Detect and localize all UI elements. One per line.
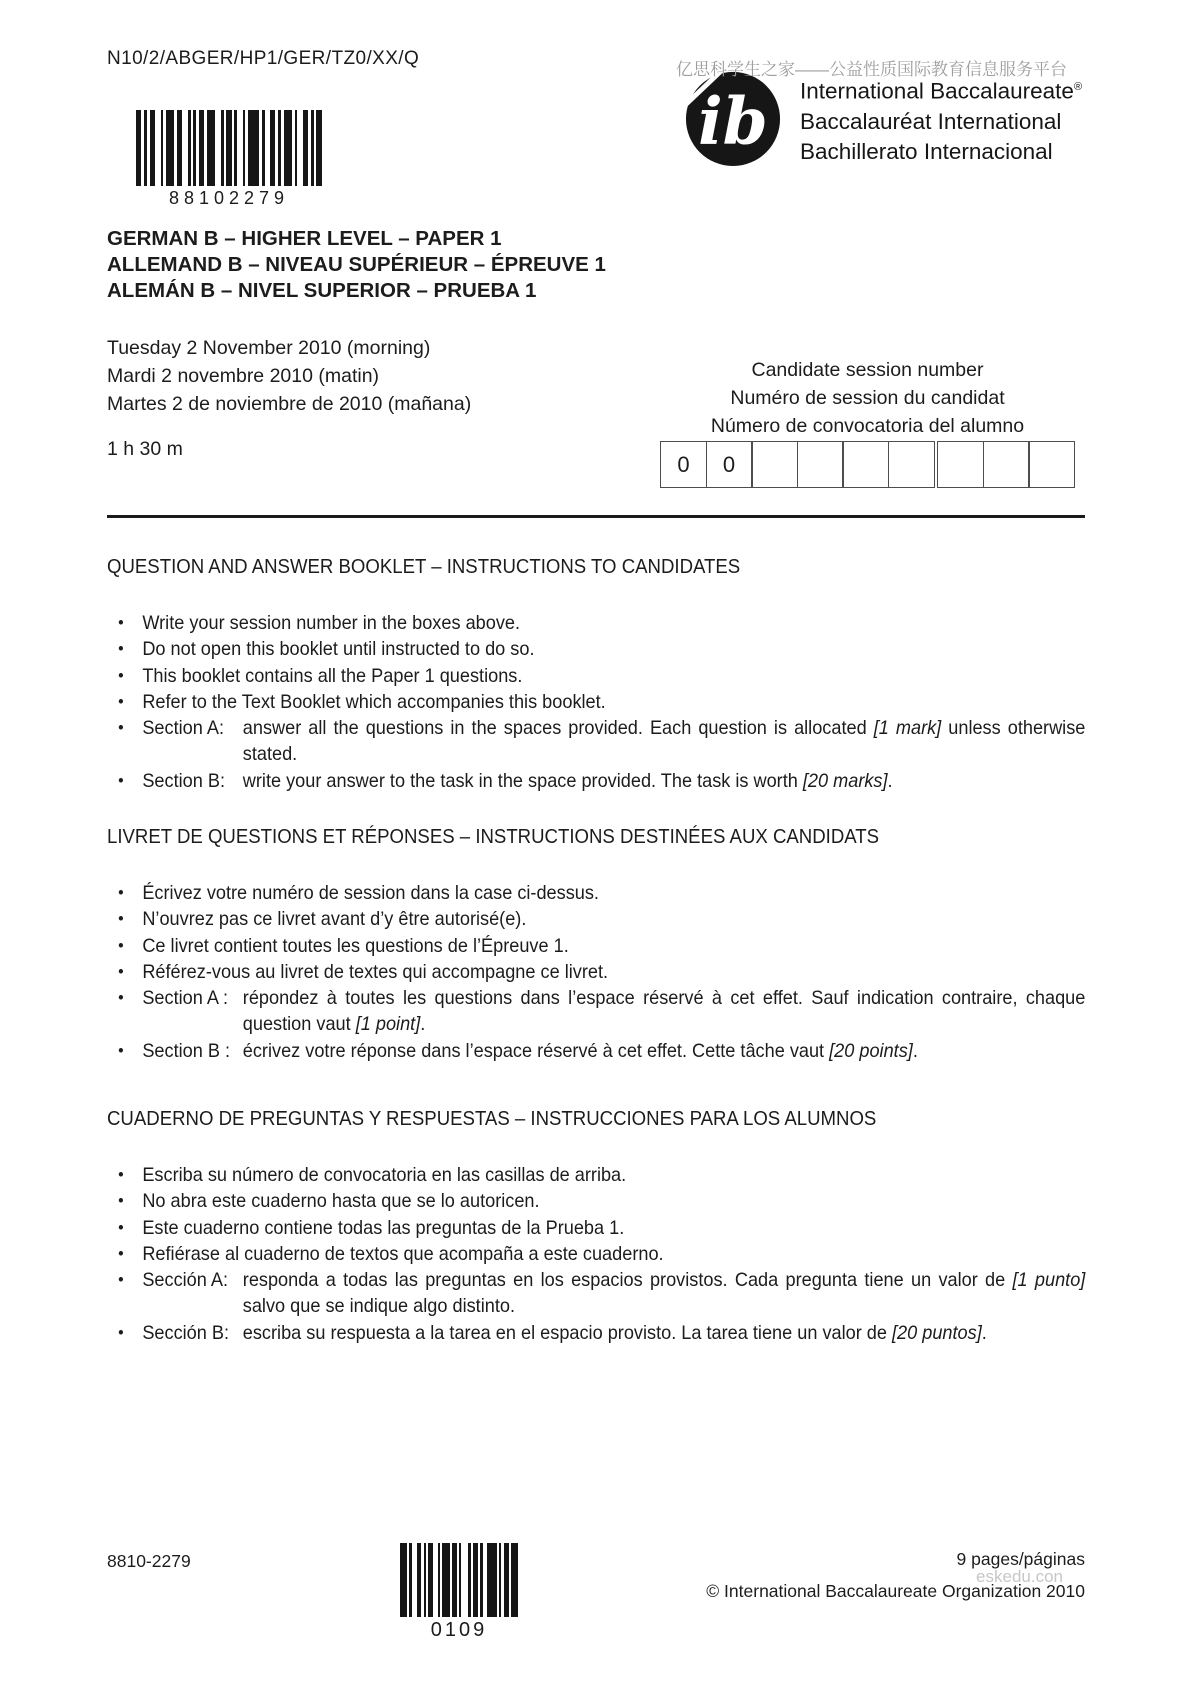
- instruction-item: [107, 985, 1085, 1038]
- instructions-heading: LIVRET DE QUESTIONS ET RÉPONSES – INSTRUCTIONS DESTINÉES AUX CANDIDATS: [107, 826, 880, 848]
- instruction-text: escriba su respuesta a la tarea en el espacio provisto. La tarea tiene un valor de [20 puntos].: [242, 1321, 987, 1344]
- session-digit-box: [751, 441, 798, 488]
- page-count: 9 pages/páginas: [956, 1549, 1085, 1569]
- instructions-english: [107, 556, 1085, 794]
- instruction-text: answer all the questions in the spaces provided. Each question is allocated [1 mark] unless otherwise stated.: [242, 717, 1086, 766]
- session-digit-box: [983, 441, 1030, 488]
- ib-name-line: International Baccalaureate®: [800, 78, 1083, 104]
- instruction-text: Do not open this booklet until instructed to do so.: [142, 638, 535, 661]
- candidate-session-labels: [660, 356, 1075, 440]
- instruction-item: [107, 715, 1085, 768]
- instruction-item: [107, 1038, 1085, 1064]
- session-label-line: Número de convocatoria del alumno: [710, 415, 1025, 437]
- section-label: Section A:: [142, 717, 225, 740]
- exam-title: [107, 226, 606, 304]
- instruction-item: [107, 880, 1085, 906]
- instruction-item: [107, 1241, 1085, 1267]
- bullet-icon: •: [118, 718, 124, 738]
- instruction-item: [107, 1162, 1085, 1188]
- instruction-text: Référez-vous au livret de textes qui accompagne ce livret.: [142, 960, 609, 983]
- bullet-icon: •: [118, 770, 124, 790]
- ib-organization-names: [800, 72, 1082, 167]
- ib-logo-letters: ib: [698, 83, 768, 160]
- ib-circle-icon: [684, 68, 782, 166]
- bullet-icon: •: [118, 613, 124, 632]
- instruction-item: [107, 768, 1085, 794]
- bullet-icon: •: [118, 1040, 124, 1060]
- bottom-barcode-number: 0109: [430, 1619, 488, 1641]
- session-label-line: Candidate session number: [751, 359, 984, 381]
- bullet-icon: •: [118, 665, 124, 685]
- instruction-item: [107, 933, 1085, 959]
- copyright-notice: © International Baccalaureate Organization 2010: [706, 1581, 1085, 1601]
- instruction-text: responda a todas las preguntas en los espacios provistos. Cada pregunta tiene un valor de [1 punto] salvo que se indique algo distinto.: [242, 1269, 1086, 1318]
- instruction-text: répondez à toutes les questions dans l’espace réservé à cet effet. Sauf indication contraire, chaque question vaut [1 point].: [242, 987, 1086, 1036]
- session-digit-box: [797, 441, 844, 488]
- bullet-icon: •: [118, 639, 124, 659]
- instruction-text: écrivez votre réponse dans l’espace réservé à cet effet. Cette tâche vaut [20 points].: [242, 1039, 918, 1062]
- instructions-list: [107, 1162, 1085, 1346]
- exam-duration: 1 h 30 m: [107, 438, 183, 460]
- ib-logo: [684, 68, 782, 166]
- instruction-text: Refiérase al cuaderno de textos que acompaña a este cuaderno.: [142, 1242, 664, 1265]
- bullet-icon: •: [118, 935, 124, 955]
- bottom-barcode: [400, 1543, 518, 1617]
- instruction-item: [107, 610, 1085, 636]
- section-label: Section A :: [142, 987, 229, 1010]
- bullet-icon: •: [118, 988, 124, 1008]
- instruction-item: [107, 1188, 1085, 1214]
- candidate-session-number-boxes: [660, 441, 1075, 488]
- instruction-text: Refer to the Text Booklet which accompanies this booklet.: [142, 690, 606, 713]
- bullet-icon: •: [118, 691, 124, 711]
- bullet-icon: •: [118, 1322, 124, 1342]
- instructions-list: [107, 880, 1085, 1064]
- instructions-heading: QUESTION AND ANSWER BOOKLET – INSTRUCTIONS TO CANDIDATES: [107, 556, 741, 578]
- divider-rule: [107, 515, 1085, 518]
- bullet-icon: •: [118, 961, 124, 981]
- top-barcode: [136, 110, 322, 186]
- watermark-text: 亿思科学生之家——公益性质国际教育信息服务平台: [676, 60, 1067, 79]
- bullet-icon: •: [118, 1270, 124, 1290]
- exam-date-lines: [107, 334, 471, 418]
- title-line: ALEMÁN B – NIVEL SUPERIOR – PRUEBA 1: [107, 279, 537, 302]
- instructions-french: [107, 826, 1085, 1064]
- instruction-item: [107, 636, 1085, 662]
- session-digit-box: 0: [660, 441, 707, 488]
- instruction-item: [107, 663, 1085, 689]
- date-line: Mardi 2 novembre 2010 (matin): [107, 365, 380, 387]
- instruction-text: N’ouvrez pas ce livret avant d’y être autorisé(e).: [142, 908, 527, 931]
- bullet-icon: •: [118, 883, 124, 902]
- ib-name-line: Baccalauréat International: [800, 108, 1062, 134]
- instruction-text: This booklet contains all the Paper 1 questions.: [142, 664, 523, 687]
- watermark-domain: eskedu.con: [976, 1567, 1063, 1586]
- session-digit-box: [937, 441, 984, 488]
- instruction-item: [107, 689, 1085, 715]
- instruction-item: [107, 1267, 1085, 1320]
- instruction-text: Este cuaderno contiene todas las preguntas de la Prueba 1.: [142, 1216, 625, 1239]
- instructions-heading: CUADERNO DE PREGUNTAS Y RESPUESTAS – INSTRUCCIONES PARA LOS ALUMNOS: [107, 1108, 877, 1130]
- section-label: Sección A:: [142, 1269, 229, 1292]
- paper-code: N10/2/ABGER/HP1/GER/TZ0/XX/Q: [107, 48, 420, 69]
- session-label-line: Numéro de session du candidat: [730, 387, 1005, 409]
- title-line: ALLEMAND B – NIVEAU SUPÉRIEUR – ÉPREUVE 1: [107, 253, 606, 276]
- bullet-icon: •: [118, 1165, 124, 1184]
- session-digit-box: [1028, 441, 1075, 488]
- section-label: Sección B:: [142, 1321, 230, 1344]
- instruction-text: Write your session number in the boxes above.: [142, 612, 521, 634]
- instructions-list: [107, 610, 1085, 794]
- date-line: Martes 2 de noviembre de 2010 (mañana): [107, 393, 472, 415]
- instruction-item: [107, 1320, 1085, 1346]
- section-label: Section B :: [142, 1039, 231, 1062]
- bullet-icon: •: [118, 909, 124, 929]
- instruction-text: No abra este cuaderno hasta que se lo autoricen.: [142, 1190, 540, 1213]
- bullet-icon: •: [118, 1243, 124, 1263]
- top-barcode-number: 88102279: [168, 188, 290, 208]
- instruction-text: Écrivez votre numéro de session dans la case ci-dessus.: [142, 882, 599, 904]
- bullet-icon: •: [118, 1191, 124, 1211]
- instruction-item: [107, 959, 1085, 985]
- instruction-text: Escriba su número de convocatoria en las casillas de arriba.: [142, 1164, 627, 1186]
- instruction-item: [107, 906, 1085, 932]
- session-digit-box: [842, 441, 889, 488]
- title-line: GERMAN B – HIGHER LEVEL – PAPER 1: [107, 227, 502, 250]
- session-digit-box: [888, 441, 935, 488]
- instruction-item: [107, 1215, 1085, 1241]
- footer-paper-number: 8810-2279: [107, 1551, 191, 1571]
- section-label: Section B:: [142, 769, 226, 792]
- instruction-text: Ce livret contient toutes les questions de l’Épreuve 1.: [142, 934, 569, 957]
- date-line: Tuesday 2 November 2010 (morning): [107, 337, 431, 359]
- ib-name-line: Bachillerato Internacional: [800, 138, 1053, 164]
- instruction-text: write your answer to the task in the space provided. The task is worth [20 marks].: [242, 769, 893, 792]
- bullet-icon: •: [118, 1217, 124, 1237]
- session-digit-box: 0: [706, 441, 753, 488]
- instructions-spanish: [107, 1108, 1085, 1346]
